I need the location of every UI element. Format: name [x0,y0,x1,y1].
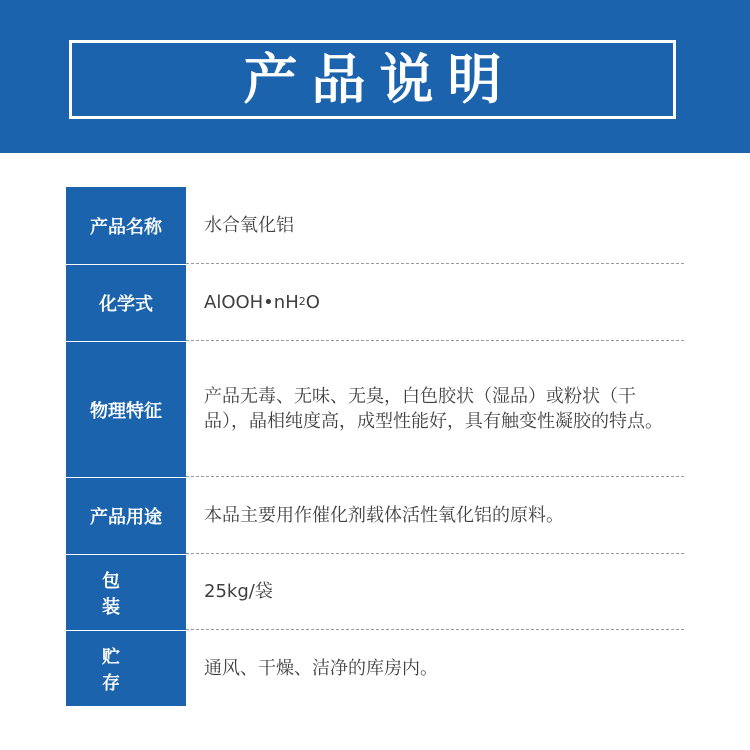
spec-value: 水合氧化铝 [186,187,684,264]
spec-label: 产品用途 [66,477,186,554]
spec-row-packaging [66,554,684,630]
spec-label: 产品名称 [66,187,186,264]
spec-label-text: 包装 [102,570,156,618]
chemical-formula: AlOOH•nH 2 O [186,264,684,341]
spec-value: 本品主要用作催化剂载体活性氧化铝的原料。 [186,477,684,554]
spec-value [186,341,684,477]
spec-label: 化学式 [66,264,186,341]
spec-row-storage [66,630,684,706]
formula-main: AlOOH•nH [204,291,299,313]
spec-table [66,187,684,706]
header-banner [0,0,750,153]
title-frame [69,40,676,119]
formula-tail: O [305,291,320,313]
spec-label: 物理特征 [66,341,186,477]
spec-row-physical-properties [66,341,684,477]
spec-label-text: 贮存 [102,646,156,694]
spec-label [66,554,186,630]
page-title: 产品说明 [243,47,516,111]
spec-label [66,630,186,706]
physical-properties-text: 产品无毒、无味、无臭，白色胶状（湿品）或粉状（干品），晶相纯度高，成型性能好，具有触变性凝胶的特点。 [204,385,663,432]
spec-row-product-use [66,477,684,554]
spec-row-chemical-formula [66,264,684,341]
spec-row-product-name [66,187,684,264]
spec-value: 通风、干燥、洁净的库房内。 [204,657,438,679]
spec-value: 25kg/袋 [186,554,684,630]
